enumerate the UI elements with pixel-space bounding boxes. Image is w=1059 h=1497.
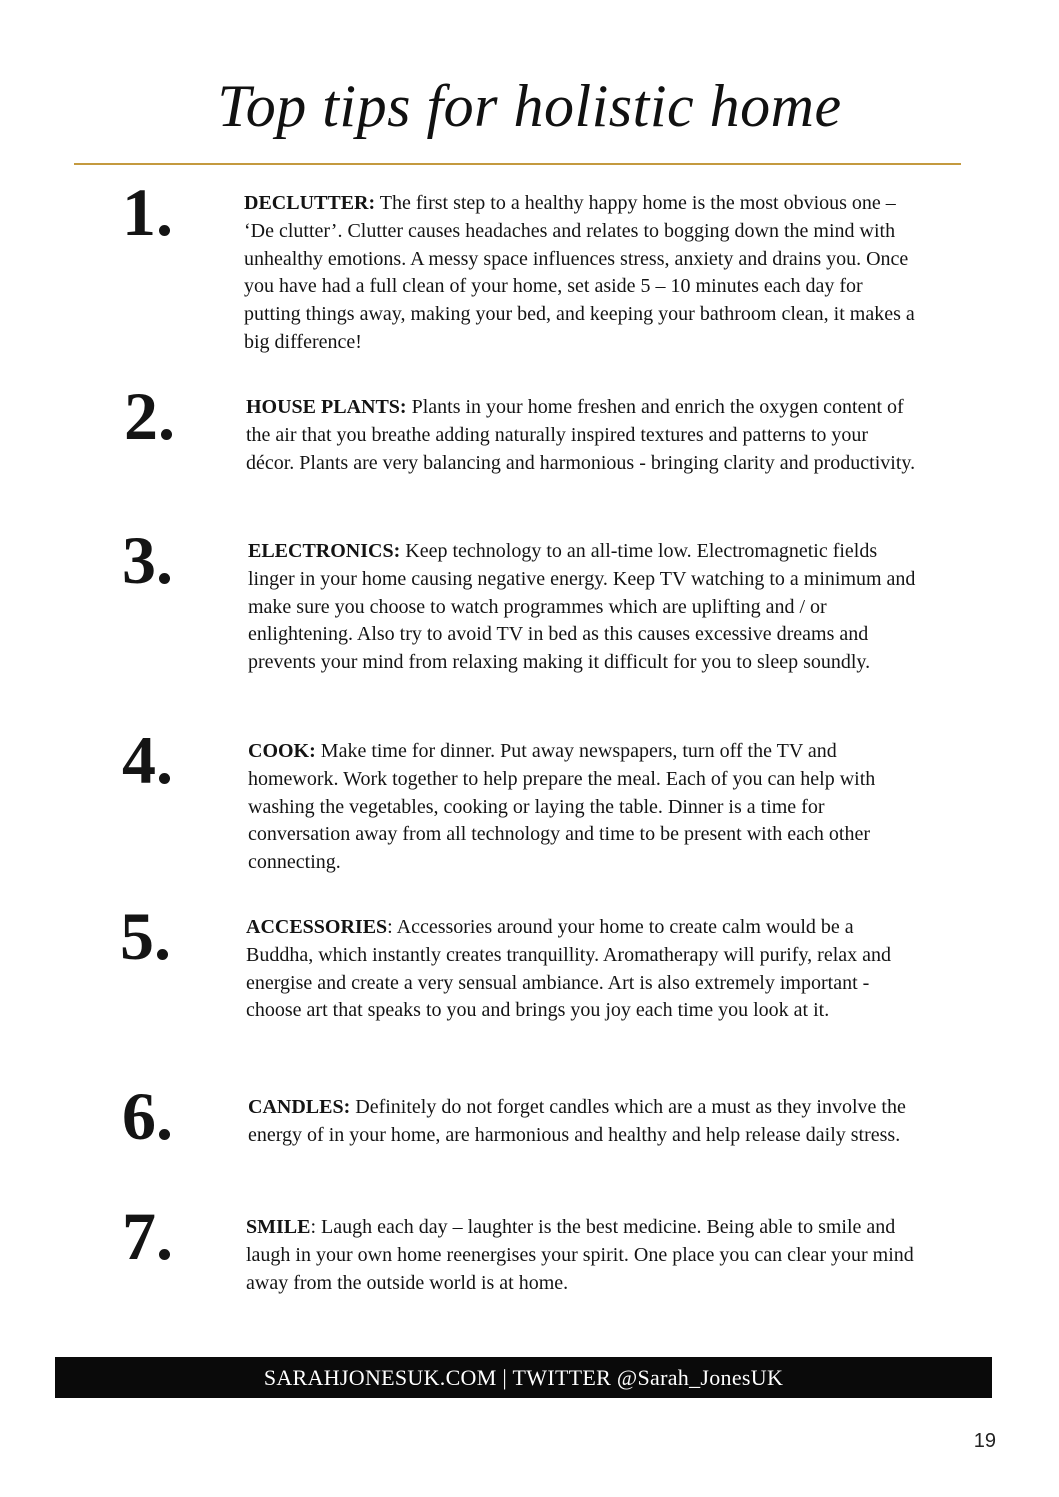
tip-heading: ELECTRONICS:: [248, 540, 401, 562]
tip-number: 5.: [120, 898, 171, 974]
tip-number: 1.: [122, 174, 173, 250]
tip-number: 7.: [122, 1198, 173, 1274]
page-title: Top tips for holistic home: [217, 73, 842, 139]
tip-heading: COOK:: [248, 740, 316, 762]
tip-body: : Accessories around your home to create calm would be a Buddha, which instantly creates tranquillity. Aromatherapy will purify, relax and energise and create a very sensual ambiance. Art is also extremely important - choose art that speaks to you and brings you joy each time you look at it.: [246, 916, 892, 1022]
tip-heading: CANDLES:: [248, 1096, 351, 1118]
tip-body: Make time for dinner. Put away newspapers, turn off the TV and homework. Work together to help prepare the meal. Each of you can help with washing the vegetables, cooking or laying the table. Dinner is a time for conversation away from all technology and time to be present with each other connecting.: [248, 740, 876, 874]
tip-body: : Laugh each day – laughter is the best medicine. Being able to smile and laugh in your own home reenergises your spirit. One place you can clear your mind away from the outside world is at home.: [246, 1216, 914, 1294]
tip-text: [246, 1214, 918, 1297]
tip-number: 2.: [124, 378, 175, 454]
tip-body: Plants in your home freshen and enrich the oxygen content of the air that you breathe adding naturally inspired textures and patterns to your décor. Plants are very balancing and harmonious - bringing clarity and productivity.: [246, 396, 916, 474]
tip-text: [248, 738, 920, 877]
tip-heading: HOUSE PLANTS:: [246, 396, 407, 418]
tip-text: [246, 394, 918, 477]
title-divider: [74, 163, 961, 165]
tip-text: [248, 1094, 920, 1150]
tip-text: [246, 914, 918, 1025]
tip-heading: ACCESSORIES: [246, 916, 388, 938]
tip-text: [248, 538, 920, 677]
tip-heading: DECLUTTER:: [244, 192, 376, 214]
tip-body: The first step to a healthy happy home is the most obvious one – ‘De clutter’. Clutter causes headaches and relates to bogging down the mind with unhealthy emotions. A messy space influences stress, anxiety and drains you. Once you have had a full clean of your home, set aside 5 – 10 minutes each day for putting things away, making your bed, and keeping your bathroom clean, it makes a big difference!: [244, 192, 915, 353]
tip-heading: SMILE: [246, 1216, 311, 1238]
tip-body: Keep technology to an all-time low. Electromagnetic fields linger in your home causing negative energy. Keep TV watching to a minimum and make sure you choose to watch programmes which are uplifting and / or enlightening. Also try to avoid TV in bed as this causes excessive dreams and prevents your mind from relaxing making it difficult for you to sleep soundly.: [248, 540, 916, 674]
tip-text: [244, 190, 916, 357]
tip-number: 4.: [122, 722, 173, 798]
footer-banner: SARAHJONESUK.COM | TWITTER @Sarah_JonesUK: [55, 1357, 992, 1398]
tip-body: Definitely do not forget candles which are a must as they involve the energy of in your home, are harmonious and healthy and help release daily stress.: [248, 1096, 906, 1146]
page-number: 19: [973, 1430, 996, 1452]
tip-number: 6.: [122, 1078, 173, 1154]
tip-number: 3.: [122, 522, 173, 598]
